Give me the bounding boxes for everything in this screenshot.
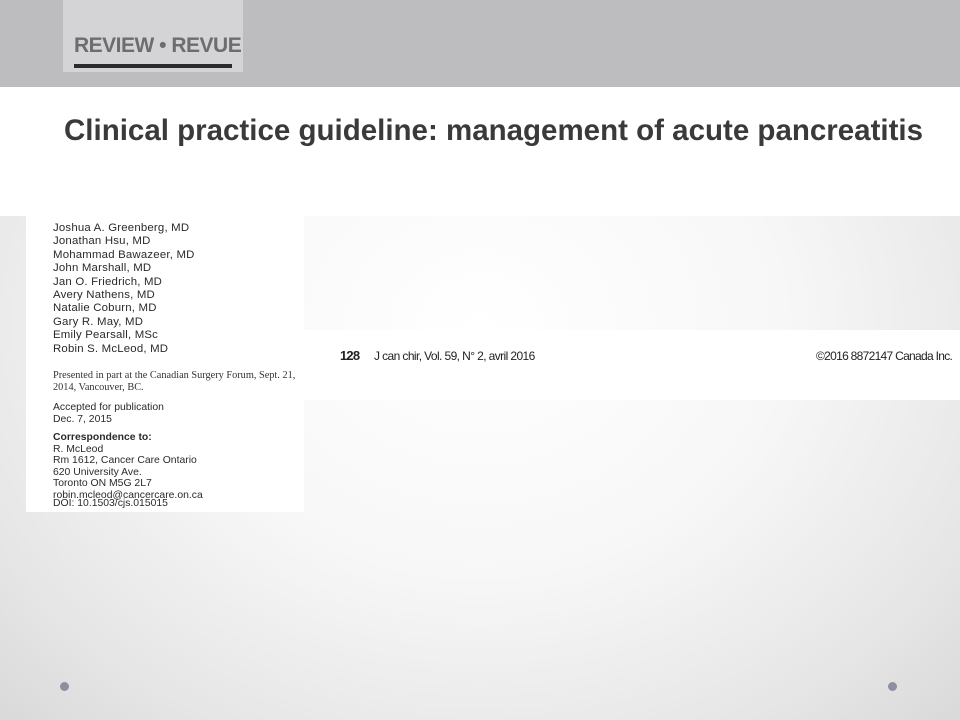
doi: DOI: 10.1503/cjs.015015 <box>53 498 168 509</box>
correspondence-label: Correspondence to: <box>53 432 152 443</box>
author-name: Gary R. May, MD <box>53 315 144 328</box>
author-name: Mohammad Bawazeer, MD <box>53 248 195 261</box>
presented-note: Presented in part at the Canadian Surgery Forum, Sept. 21, 2014, Vancouver, BC. <box>53 370 296 393</box>
author-name: Jan O. Friedrich, MD <box>53 275 163 288</box>
accepted-date: Dec. 7, 2015 <box>53 413 112 425</box>
copyright: ©2016 8872147 Canada Inc. <box>816 349 953 363</box>
section-tag-underline <box>74 64 232 68</box>
author-name: John Marshall, MD <box>53 262 152 275</box>
title-area <box>0 87 960 216</box>
accepted-label: Accepted for publication <box>53 402 164 413</box>
bullet-dot-icon <box>60 682 69 691</box>
correspondence-line: R. McLeod <box>53 443 104 455</box>
bullet-dot-icon <box>888 682 897 691</box>
author-name: Robin S. McLeod, MD <box>53 342 169 355</box>
accepted-block <box>53 402 164 425</box>
article-title: Clinical practice guideline: management of acute pancreatitis <box>64 114 924 147</box>
correspondence-block <box>53 432 203 502</box>
author-name: Jonathan Hsu, MD <box>53 235 151 248</box>
author-list <box>53 222 195 356</box>
journal-citation: J can chir, Vol. 59, N° 2, avril 2016 <box>374 349 535 363</box>
correspondence-email: robin.mcleod@cancercare.on.ca <box>53 489 203 501</box>
author-name: Emily Pearsall, MSc <box>53 329 159 342</box>
section-tag: REVIEW • REVUE <box>74 34 242 57</box>
author-name: Avery Nathens, MD <box>53 289 155 302</box>
correspondence-line: Rm 1612, Cancer Care Ontario <box>53 455 197 467</box>
correspondence-line: Toronto ON M5G 2L7 <box>53 478 152 490</box>
correspondence-line: 620 University Ave. <box>53 466 142 478</box>
footer-strip <box>304 330 960 400</box>
author-name: Joshua A. Greenberg, MD <box>53 222 190 234</box>
page-number: 128 <box>340 348 360 363</box>
author-name: Natalie Coburn, MD <box>53 302 157 315</box>
